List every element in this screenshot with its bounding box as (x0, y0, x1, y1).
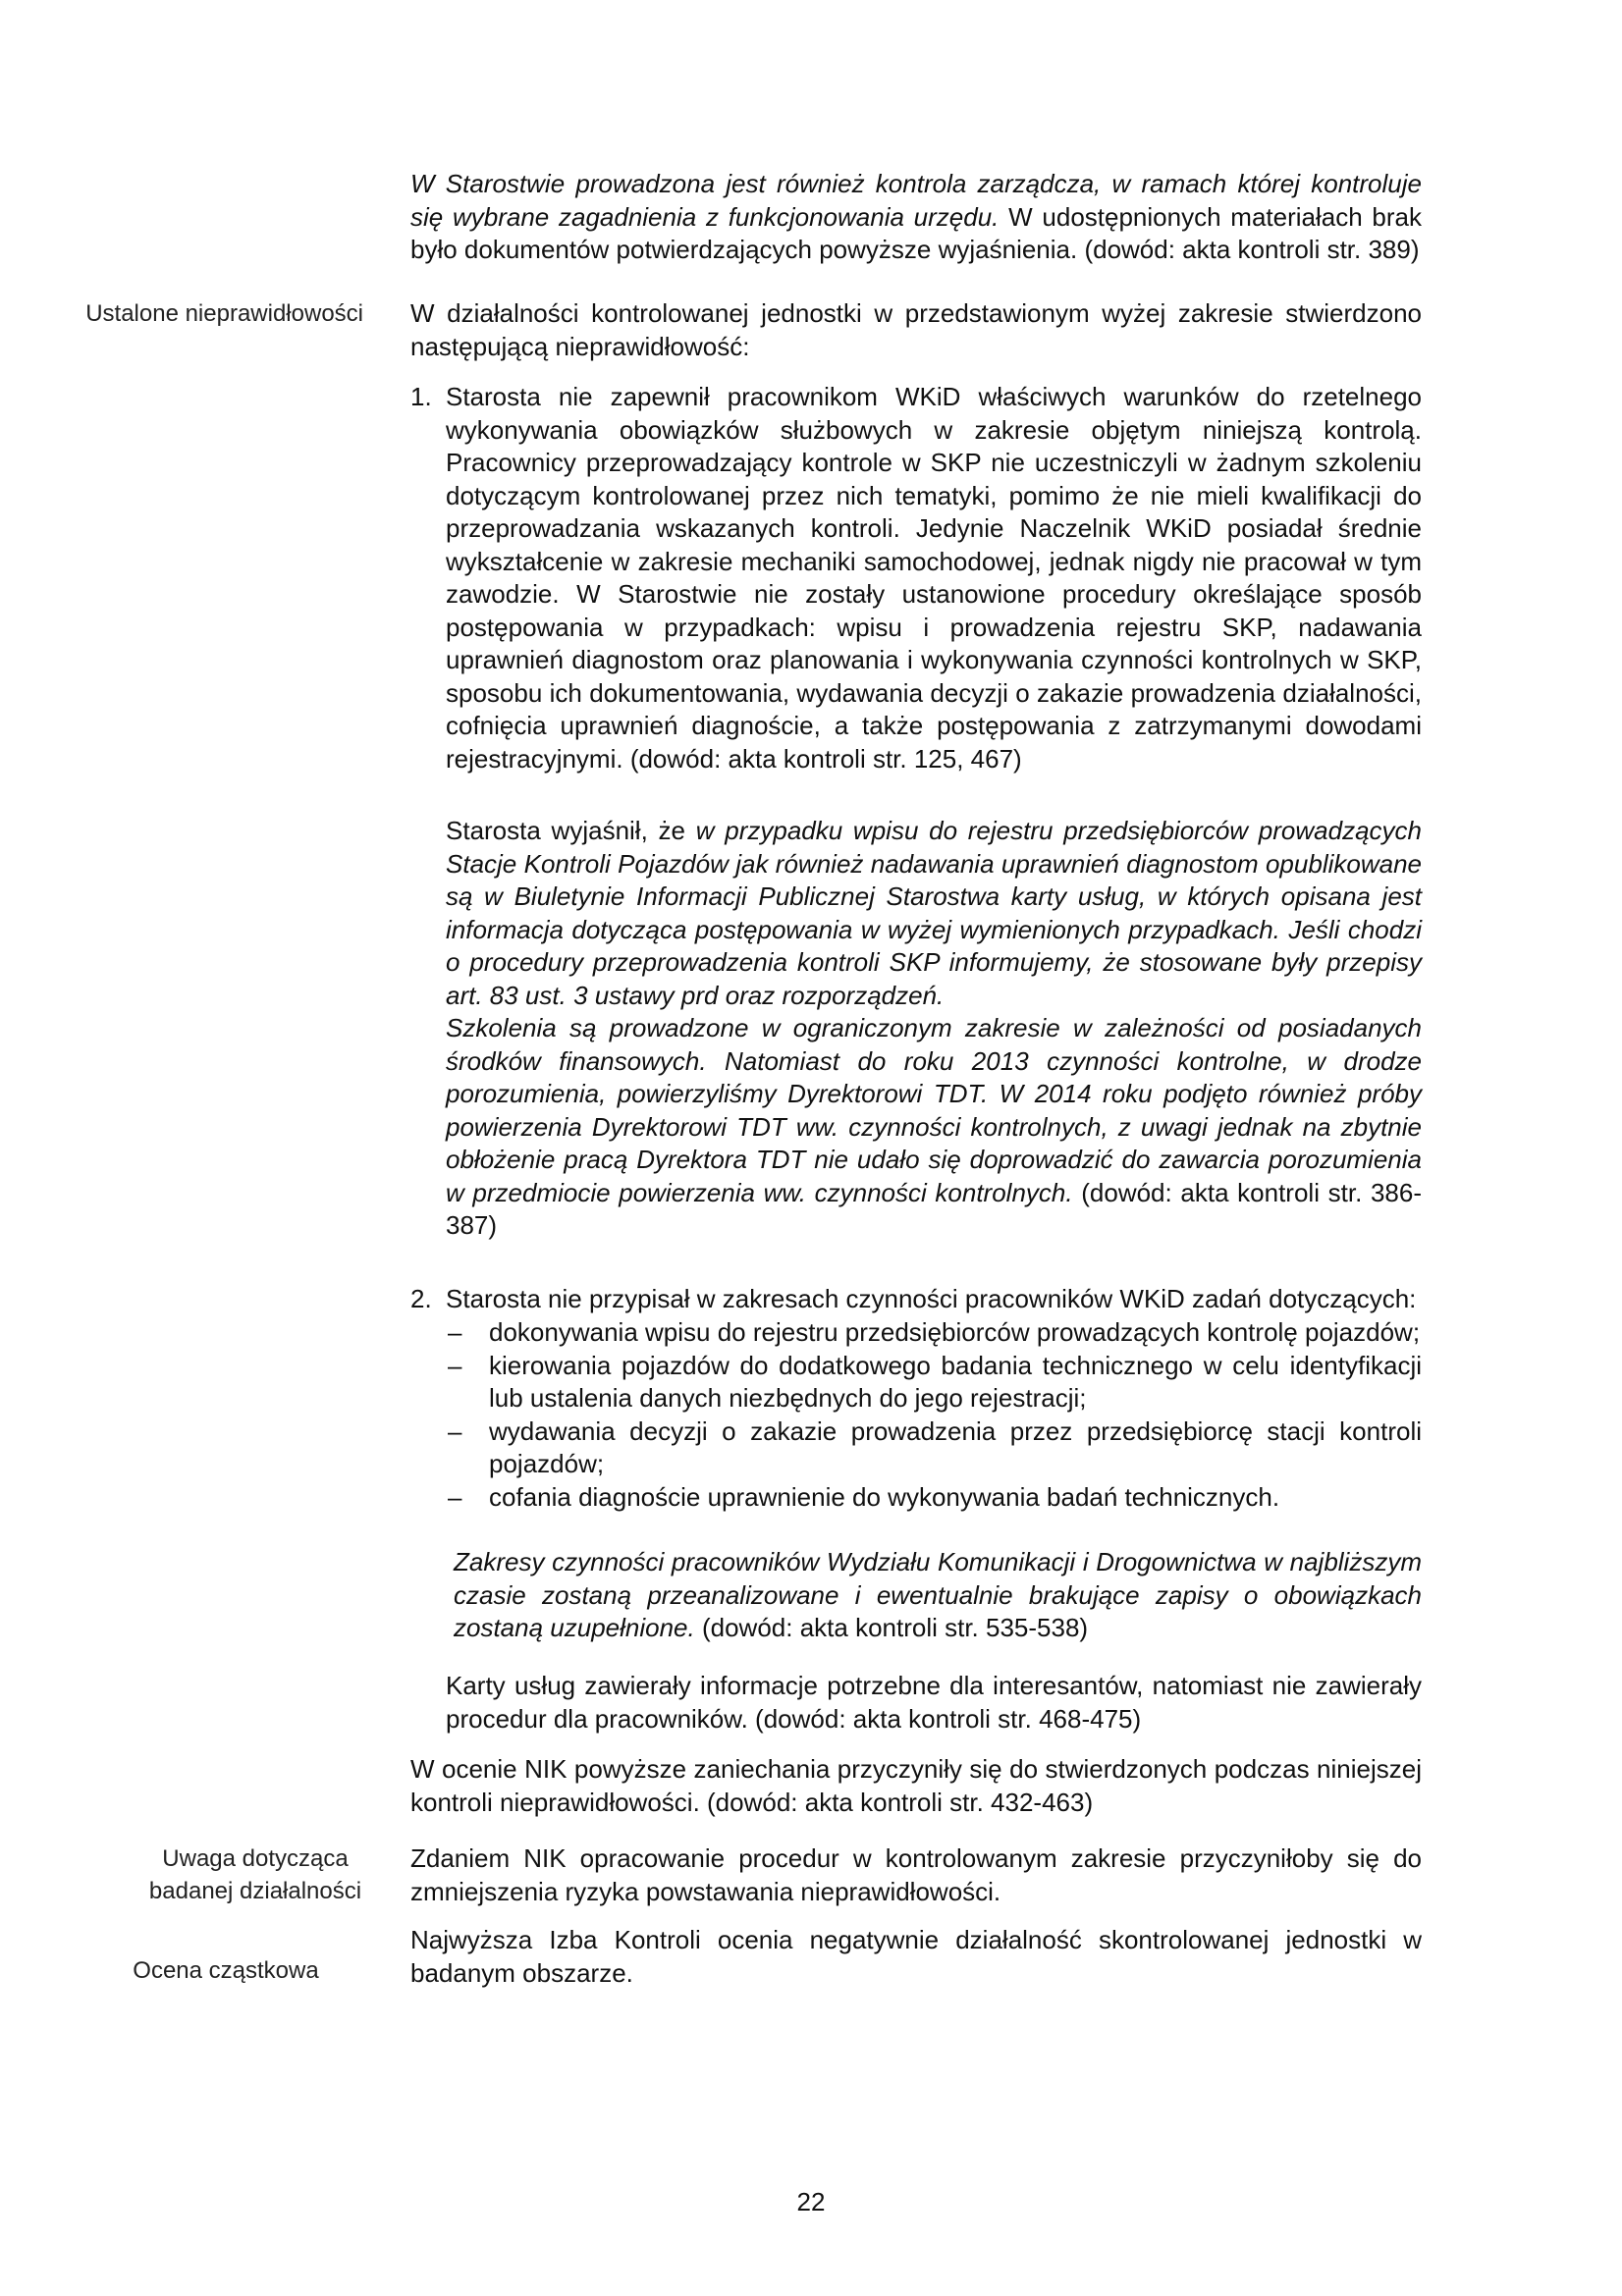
explanation-quote-1: w przypadku wpisu do rejestru przedsiębiorców prowadzących Stacje Kontroli Pojazdów jak również nadawania uprawnień diagnostom opublikowane są w Biuletynie Informacji Publicznej Starostwa karty usług, w których opisana jest informacja dotycząca postępowania w wyżej wymienionych przypadkach. Jeśli chodzi o procedury przeprowadzenia kontroli SKP informujemy, że stosowane były przepisy art. 83 ust. 3 ustawy prd oraz rozporządzeń. (446, 816, 1422, 1010)
dash-marker: – (448, 1415, 462, 1446)
nik-opinion: W ocenie NIK powyższe zaniechania przyczyniły się do stwierdzonych podczas niniejszej kontroli nieprawidłowości. (dowód: akta kontroli str. 432-463) (410, 1754, 1422, 1817)
explanation-quote-3: Zakresy czynności pracowników Wydziału Komunikacji i Drogownictwa w najbliższym czasie zostaną przeanalizowane i ewentualnie brakujące zapisy o obowiązkach zostaną uzupełnione. (454, 1547, 1422, 1642)
explanation-evidence-2: (dowód: akta kontroli str. 535-538) (694, 1613, 1089, 1642)
service-cards-note: Karty usług zawierały informacje potrzebne dla interesantów, natomiast nie zawierały procedur dla pracowników. (dowód: akta kontroli str. 468-475) (446, 1671, 1422, 1734)
item-2-number: 2. (410, 1284, 432, 1313)
list-item: – kierowania pojazdów do dodatkowego badania technicznego w celu identyfikacji lub ustalenia danych niezbędnych do jego rejestracji; (448, 1350, 1422, 1413)
explanation-quote-2: Szkolenia są prowadzone w ograniczonym zakresie w zależności od posiadanych środków finansowych. Natomiast do roku 2013 czynności kontrolne, w drodze porozumienia, powierzyliśmy Dyrektorowi TDT. W 2014 roku podjęto również próby powierzenia Dyrektorowi TDT ww. czynności kontrolnych, z uwagi jednak na zbytnie obłożenie pracą Dyrektora TDT nie udało się doprowadzić do zawarcia porozumienia w przedmiocie powierzenia ww. czynności kontrolnych. (446, 1013, 1422, 1207)
explanation-evidence: (dowód: akta kontroli str. 386-387) (446, 1177, 1422, 1240)
item-2-bullet-list (446, 1316, 1422, 1514)
finding-intro (410, 297, 1422, 363)
finding-item-1 (410, 381, 1422, 775)
list-item: – dokonywania wpisu do rejestru przedsiębiorców prowadzących kontrolę pojazdów; (446, 1316, 1422, 1350)
list-item: – wydawania decyzji o zakazie prowadzenia przez przedsiębiorcę stacji kontroli pojazdów; (448, 1415, 1422, 1478)
finding-intro-text: W działalności kontrolowanej jednostki w przedstawionym wyżej zakresie stwierdzono następującą nieprawidłowość: (410, 298, 1422, 361)
intro-normal: W udostępnionych materiałach brak było dokumentów potwierdzających powyższe wyjaśnienia. (dowód: akta kontroli str. 389) (410, 201, 1422, 264)
intro-italic: W Starostwie prowadzona jest również kontrola zarządcza, w ramach której kontroluje się wybrane zagadnienia z funkcjonowania urzędu. (410, 169, 1422, 232)
item-1-text: Starosta nie zapewnił pracownikom WKiD właściwych warunków do rzetelnego wykonywania obowiązków służbowych w zakresie objętym niniejszą kontrolą. Pracownicy przeprowadzający kontrole w SKP nie uczestniczyli w żadnym szkoleniu dotyczącym kontrolowanej przez nich tematyki, pomimo że nie mieli kwalifikacji do przeprowadzania wskazanych kontroli. Jedynie Naczelnik WKiD posiadał średnie wykształcenie w zakresie mechaniki samochodowej, jednak nigdy nie pracował w tym zawodzie. W Starostwie nie zostały ustanowione procedury określające sposób postępowania w przypadkach: wpisu i prowadzenia rejestru SKP, nadawania uprawnień diagnostom oraz planowania i wykonywania czynności kontrolnych w SKP, sposobu ich dokumentowania, wydawania decyzji o zakazie prowadzenia działalności, cofnięcia uprawnień diagnoście, a także postępowania z zatrzymanymi dowodami rejestracyjnymi. (dowód: akta kontroli str. 125, 467) (446, 382, 1422, 774)
item-1-number: 1. (410, 382, 432, 411)
assessment-paragraph: Najwyższa Izba Kontroli ocenia negatywnie działalność skontrolowanej jednostki w badanym obszarze. (410, 1925, 1422, 1988)
side-label-findings: Ustalone nieprawidłowości (85, 300, 363, 327)
remark-paragraph: Zdaniem NIK opracowanie procedur w kontrolowanym zakresie przyczyniłoby się do zmniejszenia ryzyka powstawania nieprawidłowości. (410, 1843, 1422, 1906)
side-label-remark: Uwaga dotycząca badanej działalności (148, 1845, 362, 1904)
list-item: – cofania diagnoście uprawnienie do wykonywania badań technicznych. (446, 1481, 1422, 1515)
dash-marker: – (448, 1481, 462, 1512)
finding-item-2 (410, 1283, 1422, 1316)
item-2-text: Starosta nie przypisał w zakresach czynności pracowników WKiD zadań dotyczących: (446, 1284, 1417, 1313)
side-label-assessment: Ocena cząstkowa (133, 1957, 319, 1984)
page-number: 22 (796, 2187, 826, 2216)
item-1-explanation (446, 815, 1422, 1243)
item-2-explanation (454, 1546, 1422, 1645)
intro-paragraph (410, 168, 1422, 267)
dash-marker: – (448, 1317, 462, 1347)
dash-marker: – (448, 1350, 462, 1380)
explanation-lead: Starosta wyjaśnił, że (446, 816, 696, 845)
